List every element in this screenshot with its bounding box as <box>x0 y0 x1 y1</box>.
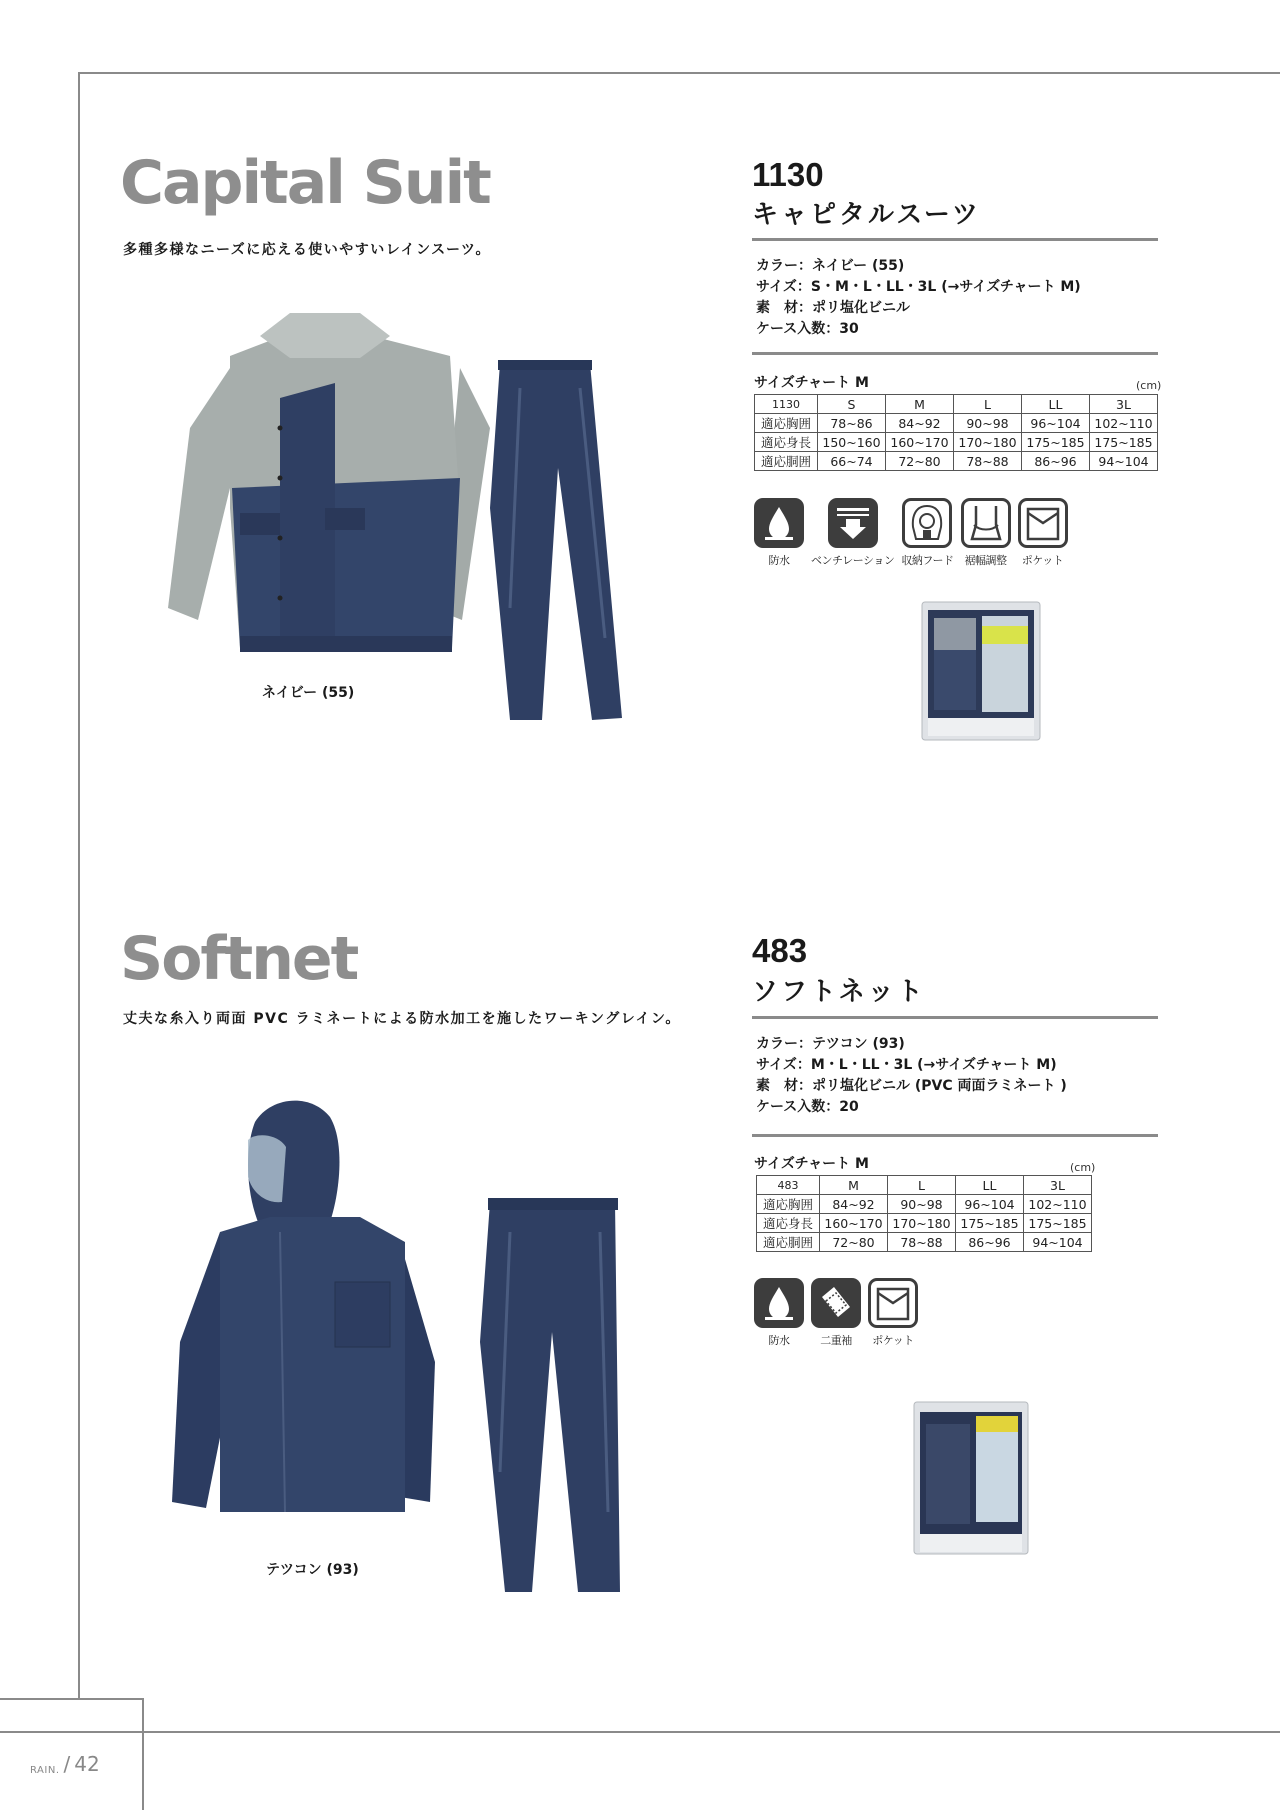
table-cell: 170~180 <box>954 433 1022 452</box>
table-cell: 3L <box>1090 395 1158 414</box>
table-cell: 78~88 <box>954 452 1022 471</box>
table-row <box>757 1195 1092 1214</box>
table-cell: 72~80 <box>820 1233 888 1252</box>
feature-label: 裾幅調整 <box>964 554 1007 567</box>
heading-rule <box>752 1016 1158 1019</box>
table-cell: 175~185 <box>1022 433 1090 452</box>
feature-waterproof <box>754 498 804 568</box>
table-row <box>757 1214 1092 1233</box>
unit-label: (cm) <box>1070 1161 1096 1174</box>
product-title-en: Capital Suit <box>120 148 490 218</box>
color-caption: テツコン (93) <box>266 1562 359 1578</box>
hem-adjust-icon <box>961 498 1011 548</box>
table-cell: 適応胸囲 <box>757 1195 820 1214</box>
feature-pocket <box>868 1278 918 1348</box>
table-cell: 適応身長 <box>757 1214 820 1233</box>
table-header-row <box>757 1176 1092 1195</box>
feature-pocket <box>1018 498 1068 568</box>
table-row <box>755 414 1158 433</box>
table-cell: 102~110 <box>1024 1195 1092 1214</box>
table-cell: 適応胸囲 <box>755 414 818 433</box>
spec-color: カラー：テツコン (93) <box>756 1036 905 1052</box>
table-row <box>755 452 1158 471</box>
table-cell: 1130 <box>755 395 818 414</box>
table-cell: 175~185 <box>956 1214 1024 1233</box>
table-cell: 86~96 <box>1022 452 1090 471</box>
softnet-package-image <box>912 1400 1030 1556</box>
double-sleeve-icon <box>811 1278 861 1328</box>
frame-top-line <box>78 72 1280 74</box>
feature-icons <box>754 1278 925 1348</box>
product-code: 1130 <box>752 156 824 193</box>
table-cell: M <box>886 395 954 414</box>
table-cell: 適応胴囲 <box>755 452 818 471</box>
spec-rule <box>752 352 1158 355</box>
spec-material: 素 材：ポリ塩化ビニル (PVC 両面ラミネート ) <box>756 1078 1067 1094</box>
table-cell: LL <box>1022 395 1090 414</box>
frame-bottom-line <box>0 1731 1280 1733</box>
page-number: 42 <box>74 1752 100 1776</box>
pocket-icon <box>868 1278 918 1328</box>
product-title-en: Softnet <box>120 924 358 994</box>
spec-color: カラー：ネイビー (55) <box>756 258 905 274</box>
table-cell: 適応胴囲 <box>757 1233 820 1252</box>
size-chart-table <box>756 1175 1092 1252</box>
ventilation-icon <box>828 498 878 548</box>
feature-label: 収納フード <box>901 554 954 567</box>
table-cell: 483 <box>757 1176 820 1195</box>
table-cell: 72~80 <box>886 452 954 471</box>
table-cell: 94~104 <box>1090 452 1158 471</box>
spec-list <box>756 256 1081 340</box>
feature-double-sleeve <box>811 1278 861 1348</box>
table-cell: 175~185 <box>1024 1214 1092 1233</box>
size-chart-table <box>754 394 1158 471</box>
spec-size: サイズ：S・M・L・LL・3L (→サイズチャート M) <box>756 279 1081 295</box>
unit-label: (cm) <box>1136 379 1162 392</box>
feature-storable-hood <box>901 498 953 568</box>
spec-case-qty: ケース入数：20 <box>756 1099 859 1115</box>
table-cell: 78~86 <box>818 414 886 433</box>
table-cell: L <box>954 395 1022 414</box>
feature-hem-adjust <box>961 498 1011 568</box>
table-cell: 160~170 <box>886 433 954 452</box>
table-cell: 適応身長 <box>755 433 818 452</box>
spec-case-qty: ケース入数：30 <box>756 321 859 337</box>
table-cell: M <box>820 1176 888 1195</box>
product-tagline: 多種多様なニーズに応える使いやすいレインスーツ。 <box>123 242 491 258</box>
softnet-image <box>160 1092 640 1602</box>
product-code: 483 <box>752 932 808 969</box>
spec-list <box>756 1034 1067 1118</box>
feature-label: 防水 <box>768 1334 790 1347</box>
frame-left-line <box>78 72 80 1700</box>
table-cell: 78~88 <box>888 1233 956 1252</box>
feature-icons <box>754 498 1075 568</box>
storable-hood-icon <box>902 498 952 548</box>
table-cell: 84~92 <box>886 414 954 433</box>
feature-ventilation <box>811 498 894 568</box>
table-cell: 90~98 <box>954 414 1022 433</box>
table-row <box>757 1233 1092 1252</box>
table-header-row <box>755 395 1158 414</box>
feature-label: 防水 <box>768 554 790 567</box>
product-name-jp: ソフトネット <box>752 977 926 1007</box>
spec-rule <box>752 1134 1158 1137</box>
table-cell: 96~104 <box>956 1195 1024 1214</box>
feature-label: ポケット <box>1021 554 1064 567</box>
feature-label: ポケット <box>872 1334 914 1347</box>
waterproof-icon <box>754 1278 804 1328</box>
feature-label: ベンチレーション <box>811 554 895 567</box>
size-chart-label: サイズチャート M <box>754 375 869 391</box>
product-tagline: 丈夫な糸入り両面 PVC ラミネートによる防水加工を施したワーキングレイン。 <box>123 1011 681 1027</box>
color-caption: ネイビー (55) <box>262 685 355 701</box>
table-cell: 102~110 <box>1090 414 1158 433</box>
table-cell: 96~104 <box>1022 414 1090 433</box>
table-cell: L <box>888 1176 956 1195</box>
capital-suit-image <box>160 308 640 728</box>
table-cell: 150~160 <box>818 433 886 452</box>
waterproof-icon <box>754 498 804 548</box>
table-cell: 66~74 <box>818 452 886 471</box>
table-cell: 90~98 <box>888 1195 956 1214</box>
feature-label: 二重袖 <box>820 1334 852 1347</box>
table-cell: 175~185 <box>1090 433 1158 452</box>
table-cell: 86~96 <box>956 1233 1024 1252</box>
spec-material: 素 材：ポリ塩化ビニル <box>756 300 910 316</box>
table-cell: 3L <box>1024 1176 1092 1195</box>
pocket-icon <box>1018 498 1068 548</box>
spec-size: サイズ：M・L・LL・3L (→サイズチャート M) <box>756 1057 1057 1073</box>
table-cell: LL <box>956 1176 1024 1195</box>
table-cell: 94~104 <box>1024 1233 1092 1252</box>
page-folio: RAIN. / 42 <box>30 1752 100 1776</box>
brand-name: RAIN. <box>30 1765 60 1776</box>
table-cell: 160~170 <box>820 1214 888 1233</box>
table-cell: S <box>818 395 886 414</box>
feature-waterproof <box>754 1278 804 1348</box>
heading-rule <box>752 238 1158 241</box>
product-name-jp: キャピタルスーツ <box>752 200 981 230</box>
table-cell: 170~180 <box>888 1214 956 1233</box>
capital-suit-package-image <box>920 600 1042 742</box>
table-cell: 84~92 <box>820 1195 888 1214</box>
size-chart-label: サイズチャート M <box>754 1156 869 1172</box>
table-row <box>755 433 1158 452</box>
